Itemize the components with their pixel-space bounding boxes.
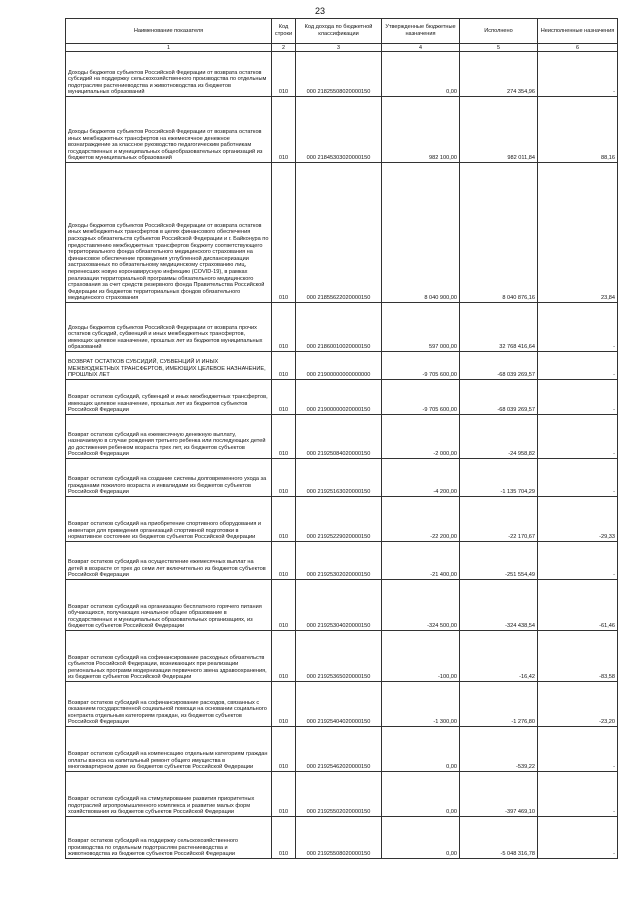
row-income-code: 000 21925302020000150 bbox=[296, 542, 382, 580]
table-row bbox=[66, 415, 618, 459]
row-executed: -251 554,49 bbox=[460, 542, 538, 580]
row-name: Возврат остатков субсидий на поддержку сельскохозяйственного производства по отдельным подотраслям растениеводства и животноводства из бюджетов субъектов Российской Федерации bbox=[66, 817, 272, 859]
row-line-code: 010 bbox=[272, 631, 296, 682]
row-line-code: 010 bbox=[272, 682, 296, 727]
row-unexecuted: - bbox=[538, 303, 618, 352]
row-income-code: 000 21860010020000150 bbox=[296, 303, 382, 352]
table-row bbox=[66, 97, 618, 163]
header-approved: Утвержденные бюджетные назначения bbox=[382, 19, 460, 44]
column-number: 6 bbox=[538, 44, 618, 52]
row-unexecuted: - bbox=[538, 727, 618, 772]
row-income-code: 000 21925365020000150 bbox=[296, 631, 382, 682]
row-unexecuted: - bbox=[538, 459, 618, 497]
row-approved: -9 705 600,00 bbox=[382, 352, 460, 380]
row-executed: -68 039 269,57 bbox=[460, 380, 538, 415]
row-line-code: 010 bbox=[272, 817, 296, 859]
column-number: 1 bbox=[66, 44, 272, 52]
row-name: Возврат остатков субсидий на организацию бесплатного горячего питания обучающихся, получающих начальное общее образование в государственных и муниципальных образовательных организациях, из бюджетов субъектов Российской Федерации bbox=[66, 580, 272, 631]
row-line-code: 010 bbox=[272, 163, 296, 303]
table-row bbox=[66, 542, 618, 580]
table-row bbox=[66, 817, 618, 859]
row-name: Возврат остатков субсидий на осуществление ежемесячных выплат на детей в возрасте от трех до семи лет включительно из бюджетов субъектов Российской Федерации bbox=[66, 542, 272, 580]
header-unexecuted: Неисполненные назначения bbox=[538, 19, 618, 44]
row-approved: -21 400,00 bbox=[382, 542, 460, 580]
row-executed: 32 768 416,64 bbox=[460, 303, 538, 352]
row-name: Возврат остатков субсидий на стимулирование развития приоритетных подотраслей агропромышленного комплекса и развитие малых форм хозяйствования из бюджетов субъектов Российской Федерации bbox=[66, 772, 272, 817]
row-unexecuted: - bbox=[538, 817, 618, 859]
row-approved: -9 705 600,00 bbox=[382, 380, 460, 415]
table-row bbox=[66, 380, 618, 415]
table-row bbox=[66, 459, 618, 497]
row-executed: -16,42 bbox=[460, 631, 538, 682]
header-executed: Исполнено bbox=[460, 19, 538, 44]
row-unexecuted: - bbox=[538, 352, 618, 380]
row-line-code: 010 bbox=[272, 52, 296, 97]
row-unexecuted: -29,33 bbox=[538, 497, 618, 542]
row-line-code: 010 bbox=[272, 772, 296, 817]
row-income-code: 000 21925229020000150 bbox=[296, 497, 382, 542]
header-name: Наименование показателя bbox=[66, 19, 272, 44]
table-row bbox=[66, 303, 618, 352]
row-executed: 274 354,96 bbox=[460, 52, 538, 97]
row-name: ВОЗВРАТ ОСТАТКОВ СУБСИДИЙ, СУБВЕНЦИЙ И ИНЫХ МЕЖБЮДЖЕТНЫХ ТРАНСФЕРТОВ, ИМЕЮЩИХ ЦЕЛЕВОЕ НАЗНАЧЕНИЕ, ПРОШЛЫХ ЛЕТ bbox=[66, 352, 272, 380]
row-unexecuted: -83,58 bbox=[538, 631, 618, 682]
row-unexecuted: - bbox=[538, 52, 618, 97]
header-line-code: Код строки bbox=[272, 19, 296, 44]
row-approved: 0,00 bbox=[382, 52, 460, 97]
row-income-code: 000 21900000020000150 bbox=[296, 380, 382, 415]
row-income-code: 000 21925462020000150 bbox=[296, 727, 382, 772]
row-executed: -5 048 316,78 bbox=[460, 817, 538, 859]
row-name: Доходы бюджетов субъектов Российской Федерации от возврата остатков субсидий на поддержку сельскохозяйственного производства по отдельным подотраслям растениеводства и животноводства из бюджетов муниципальных образований bbox=[66, 52, 272, 97]
table-row bbox=[66, 352, 618, 380]
table-row bbox=[66, 772, 618, 817]
row-unexecuted: -23,20 bbox=[538, 682, 618, 727]
row-income-code: 000 21855622020000150 bbox=[296, 163, 382, 303]
row-approved: 0,00 bbox=[382, 817, 460, 859]
row-approved: 982 100,00 bbox=[382, 97, 460, 163]
row-approved: -100,00 bbox=[382, 631, 460, 682]
column-number: 5 bbox=[460, 44, 538, 52]
row-unexecuted: - bbox=[538, 380, 618, 415]
row-executed: -24 958,82 bbox=[460, 415, 538, 459]
column-number: 3 bbox=[296, 44, 382, 52]
row-approved: -4 200,00 bbox=[382, 459, 460, 497]
row-unexecuted: - bbox=[538, 542, 618, 580]
row-line-code: 010 bbox=[272, 727, 296, 772]
table-row bbox=[66, 580, 618, 631]
row-approved: 597 000,00 bbox=[382, 303, 460, 352]
row-name: Возврат остатков субсидий на создание системы долговременного ухода за гражданами пожилого возраста и инвалидами из бюджетов субъектов Российской Федерации bbox=[66, 459, 272, 497]
row-name: Возврат остатков субсидий на софинансирование расходных обязательств субъектов Российской Федерации, возникающих при реализации региональных программ модернизации первичного звена здравоохранения, из бюджетов субъектов Российской Федерации bbox=[66, 631, 272, 682]
row-unexecuted: - bbox=[538, 415, 618, 459]
row-executed: -397 469,10 bbox=[460, 772, 538, 817]
row-approved: 8 040 900,00 bbox=[382, 163, 460, 303]
row-approved: 0,00 bbox=[382, 772, 460, 817]
row-income-code: 000 21825508020000150 bbox=[296, 52, 382, 97]
row-executed: -539,22 bbox=[460, 727, 538, 772]
row-executed: 8 040 876,16 bbox=[460, 163, 538, 303]
row-executed: -22 170,67 bbox=[460, 497, 538, 542]
row-executed: -324 438,54 bbox=[460, 580, 538, 631]
row-line-code: 010 bbox=[272, 352, 296, 380]
row-income-code: 000 21925084020000150 bbox=[296, 415, 382, 459]
table-row bbox=[66, 52, 618, 97]
row-line-code: 010 bbox=[272, 303, 296, 352]
row-unexecuted: -61,46 bbox=[538, 580, 618, 631]
row-approved: -324 500,00 bbox=[382, 580, 460, 631]
row-name: Возврат остатков субсидий на ежемесячную денежную выплату, назначаемую в случае рождения третьего ребенка или последующих детей до достижения ребенком возраста трех лет, из бюджетов субъектов Российской Федерации bbox=[66, 415, 272, 459]
column-number: 4 bbox=[382, 44, 460, 52]
row-name: Возврат остатков субсидий, субвенций и иных межбюджетных трансфертов, имеющих целевое назначение, прошлых лет из бюджетов субъектов Российской Федерации bbox=[66, 380, 272, 415]
row-approved: -1 300,00 bbox=[382, 682, 460, 727]
row-name: Доходы бюджетов субъектов Российской Федерации от возврата остатков иных межбюджетных трансфертов на ежемесячное денежное вознаграждение за классное руководство педагогическим работникам государственных и муниципальных общеобразовательных организаций из бюджетов муниципальных образований bbox=[66, 97, 272, 163]
row-name: Доходы бюджетов субъектов Российской Федерации от возврата прочих остатков субсидий, субвенций и иных межбюджетных трансфертов, имеющих целевое назначение, прошлых лет из бюджетов муниципальных образований bbox=[66, 303, 272, 352]
row-income-code: 000 21925304020000150 bbox=[296, 580, 382, 631]
row-executed: -1 135 704,29 bbox=[460, 459, 538, 497]
column-number-row bbox=[66, 44, 618, 52]
header-income-code: Код дохода по бюджетной классификации bbox=[296, 19, 382, 44]
row-income-code: 000 21925404020000150 bbox=[296, 682, 382, 727]
budget-execution-table bbox=[65, 18, 618, 859]
row-line-code: 010 bbox=[272, 497, 296, 542]
row-name: Возврат остатков субсидий на компенсацию отдельным категориям граждан оплаты взноса на капитальный ремонт общего имущества в многоквартирном доме из бюджетов субъектов Российской Федерации bbox=[66, 727, 272, 772]
row-line-code: 010 bbox=[272, 580, 296, 631]
table-row bbox=[66, 727, 618, 772]
row-line-code: 010 bbox=[272, 542, 296, 580]
row-name: Возврат остатков субсидий на приобретение спортивного оборудования и инвентаря для приведения организаций спортивной подготовки в нормативное состояние из бюджетов субъектов Российской Федерации bbox=[66, 497, 272, 542]
row-income-code: 000 21925508020000150 bbox=[296, 817, 382, 859]
row-income-code: 000 21845303020000150 bbox=[296, 97, 382, 163]
row-unexecuted: 23,84 bbox=[538, 163, 618, 303]
row-line-code: 010 bbox=[272, 97, 296, 163]
row-name: Возврат остатков субсидий на софинансирование расходов, связанных с оказанием государственной социальной помощи на основании социального контракта отдельным категориям граждан, из бюджетов субъектов Российской Федерации bbox=[66, 682, 272, 727]
row-income-code: 000 21900000000000000 bbox=[296, 352, 382, 380]
page-number: 23 bbox=[314, 6, 325, 16]
table-row bbox=[66, 163, 618, 303]
row-executed: -1 276,80 bbox=[460, 682, 538, 727]
row-approved: -2 000,00 bbox=[382, 415, 460, 459]
column-number: 2 bbox=[272, 44, 296, 52]
row-approved: 0,00 bbox=[382, 727, 460, 772]
row-line-code: 010 bbox=[272, 459, 296, 497]
row-executed: 982 011,84 bbox=[460, 97, 538, 163]
table-row bbox=[66, 682, 618, 727]
table-row bbox=[66, 631, 618, 682]
table-row bbox=[66, 497, 618, 542]
row-approved: -22 200,00 bbox=[382, 497, 460, 542]
row-name: Доходы бюджетов субъектов Российской Федерации от возврата остатков иных межбюджетных трансфертов в целях финансового обеспечения расходных обязательств субъектов Российской Федерации и г. Байконура по предоставлению межбюджетных трансфертов бюджету соответствующего территориального фонда обязательного медицинского страхования на финансовое обеспечение проведения углубленной диспансеризации застрахованных по обязательному медицинскому страхованию лиц, перенесших новую коронавирусную инфекцию (COVID-19), в рамках реализации территориальной программы обязательного медицинского страхования за счет средств резервного фонда Правительства Российской Федерации из бюджетов территориальных фондов обязательного медицинского страхования bbox=[66, 163, 272, 303]
row-unexecuted: - bbox=[538, 772, 618, 817]
row-executed: -68 039 269,57 bbox=[460, 352, 538, 380]
row-line-code: 010 bbox=[272, 415, 296, 459]
table-header-row bbox=[66, 19, 618, 44]
row-unexecuted: 88,16 bbox=[538, 97, 618, 163]
row-income-code: 000 21925502020000150 bbox=[296, 772, 382, 817]
row-income-code: 000 21925163020000150 bbox=[296, 459, 382, 497]
row-line-code: 010 bbox=[272, 380, 296, 415]
